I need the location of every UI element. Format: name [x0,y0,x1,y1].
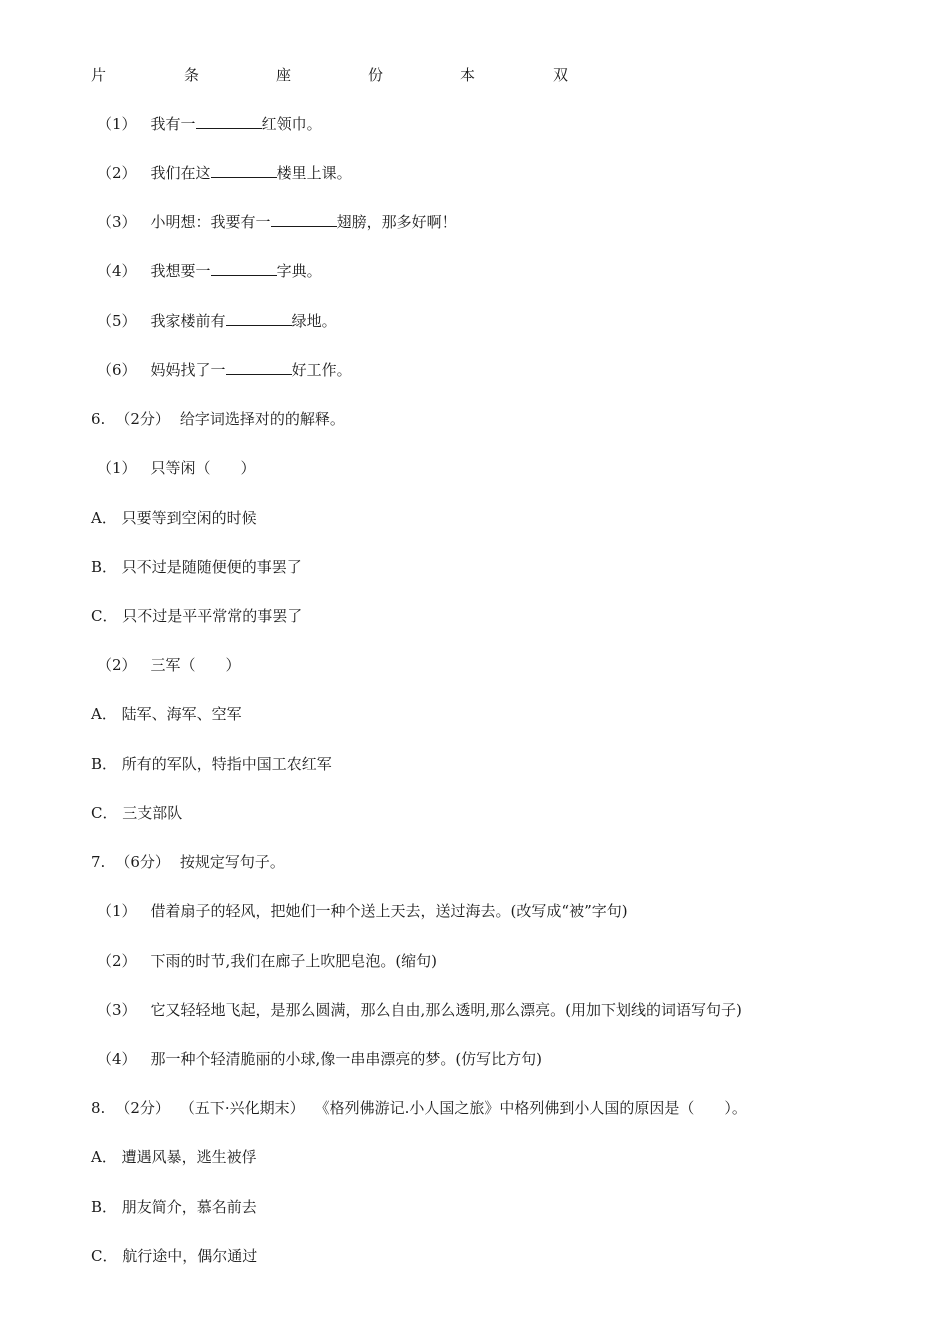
word-bank-item: 座 [276,66,292,84]
question-text: 给字词选择对的的解释。 [179,410,345,428]
sub-question [97,950,437,972]
item-text-before: 小明想：我要有一 [150,213,271,231]
word-bank [91,64,651,86]
question-source: （五下·兴化期末） [179,1099,305,1117]
answer-option[interactable]: A． 陆军、海军、空军 [91,705,242,723]
sub-question-text: 三军（ ） [150,656,241,674]
sub-question-text: 借着扇子的轻风，把她们一种个送上天去，送过海去。(改写成“被”字句) [150,902,628,920]
item-number: （5） [97,312,137,330]
sub-question [97,999,742,1021]
fill-blank-item [97,211,457,233]
answer-option[interactable]: B． 只不过是随随便便的事罢了 [91,558,302,576]
word-bank-item: 片 [91,66,107,84]
word-bank-item: 份 [368,66,384,84]
answer-option[interactable]: A． 只要等到空闲的时候 [91,509,257,527]
question-number: 6. [91,410,106,428]
question-text: 按规定写句子。 [179,853,285,871]
answer-blank[interactable] [211,163,277,178]
question-score: （2分） [115,410,170,428]
item-number: （3） [97,1001,137,1019]
answer-blank[interactable] [226,311,292,326]
question-heading [91,408,345,430]
item-number: （2） [97,164,137,182]
question-text: 《格列佛游记.小人国之旅》中格列佛到小人国的原因是（ ）。 [314,1099,747,1117]
item-text-after: 红领巾。 [261,115,322,133]
answer-blank[interactable] [196,114,262,129]
answer-option[interactable]: C． 三支部队 [91,804,183,822]
question-score: （6分） [115,853,170,871]
word-bank-item: 双 [553,66,569,84]
question-score: （2分） [115,1099,170,1117]
item-text-before: 我想要一 [150,262,211,280]
sub-question-text: 只等闲（ ） [150,459,256,477]
item-text-after: 字典。 [276,262,322,280]
item-number: （3） [97,213,137,231]
item-text-before: 我家楼前有 [150,312,226,330]
item-number: （2） [97,952,137,970]
item-number: （2） [97,656,137,674]
question-heading [91,851,285,873]
word-bank-item: 本 [460,66,476,84]
item-text-before: 妈妈找了一 [150,361,226,379]
fill-blank-item [97,113,322,135]
item-number: （4） [97,1050,137,1068]
sub-question-text: 它又轻轻地飞起，是那么圆满，那么自由,那么透明,那么漂亮。(用加下划线的词语写句子) [150,1001,742,1019]
item-text-after: 楼里上课。 [276,164,352,182]
item-text-before: 我们在这 [150,164,211,182]
question-heading [91,1097,747,1119]
answer-option[interactable]: B． 朋友简介，慕名前去 [91,1198,257,1216]
fill-blank-item [97,359,352,381]
sub-question [97,654,241,676]
item-number: （6） [97,361,137,379]
sub-question [97,1048,542,1070]
item-number: （1） [97,115,137,133]
sub-question-text: 下雨的时节,我们在廊子上吹肥皂泡。(缩句) [150,952,438,970]
answer-blank[interactable] [211,261,277,276]
item-text-before: 我有一 [150,115,196,133]
item-number: （4） [97,262,137,280]
answer-blank[interactable] [271,212,337,227]
item-text-after: 绿地。 [291,312,337,330]
sub-question [97,457,256,479]
item-number: （1） [97,459,137,477]
fill-blank-item [97,310,337,332]
fill-blank-item [97,260,322,282]
sub-question-text: 那一种个轻清脆丽的小球,像一串串漂亮的梦。(仿写比方句) [150,1050,543,1068]
answer-option[interactable]: A． 遭遇风暴，逃生被俘 [91,1148,257,1166]
sub-question [97,900,628,922]
item-text-after: 翅膀，那多好啊！ [336,213,457,231]
answer-option[interactable]: C． 航行途中，偶尔通过 [91,1247,258,1265]
item-text-after: 好工作。 [291,361,352,379]
question-number: 8. [91,1099,106,1117]
answer-blank[interactable] [226,360,292,375]
item-number: （1） [97,902,137,920]
word-bank-item: 条 [184,66,200,84]
answer-option[interactable]: B． 所有的军队，特指中国工农红军 [91,755,332,773]
fill-blank-item [97,162,352,184]
question-number: 7. [91,853,106,871]
answer-option[interactable]: C． 只不过是平平常常的事罢了 [91,607,303,625]
